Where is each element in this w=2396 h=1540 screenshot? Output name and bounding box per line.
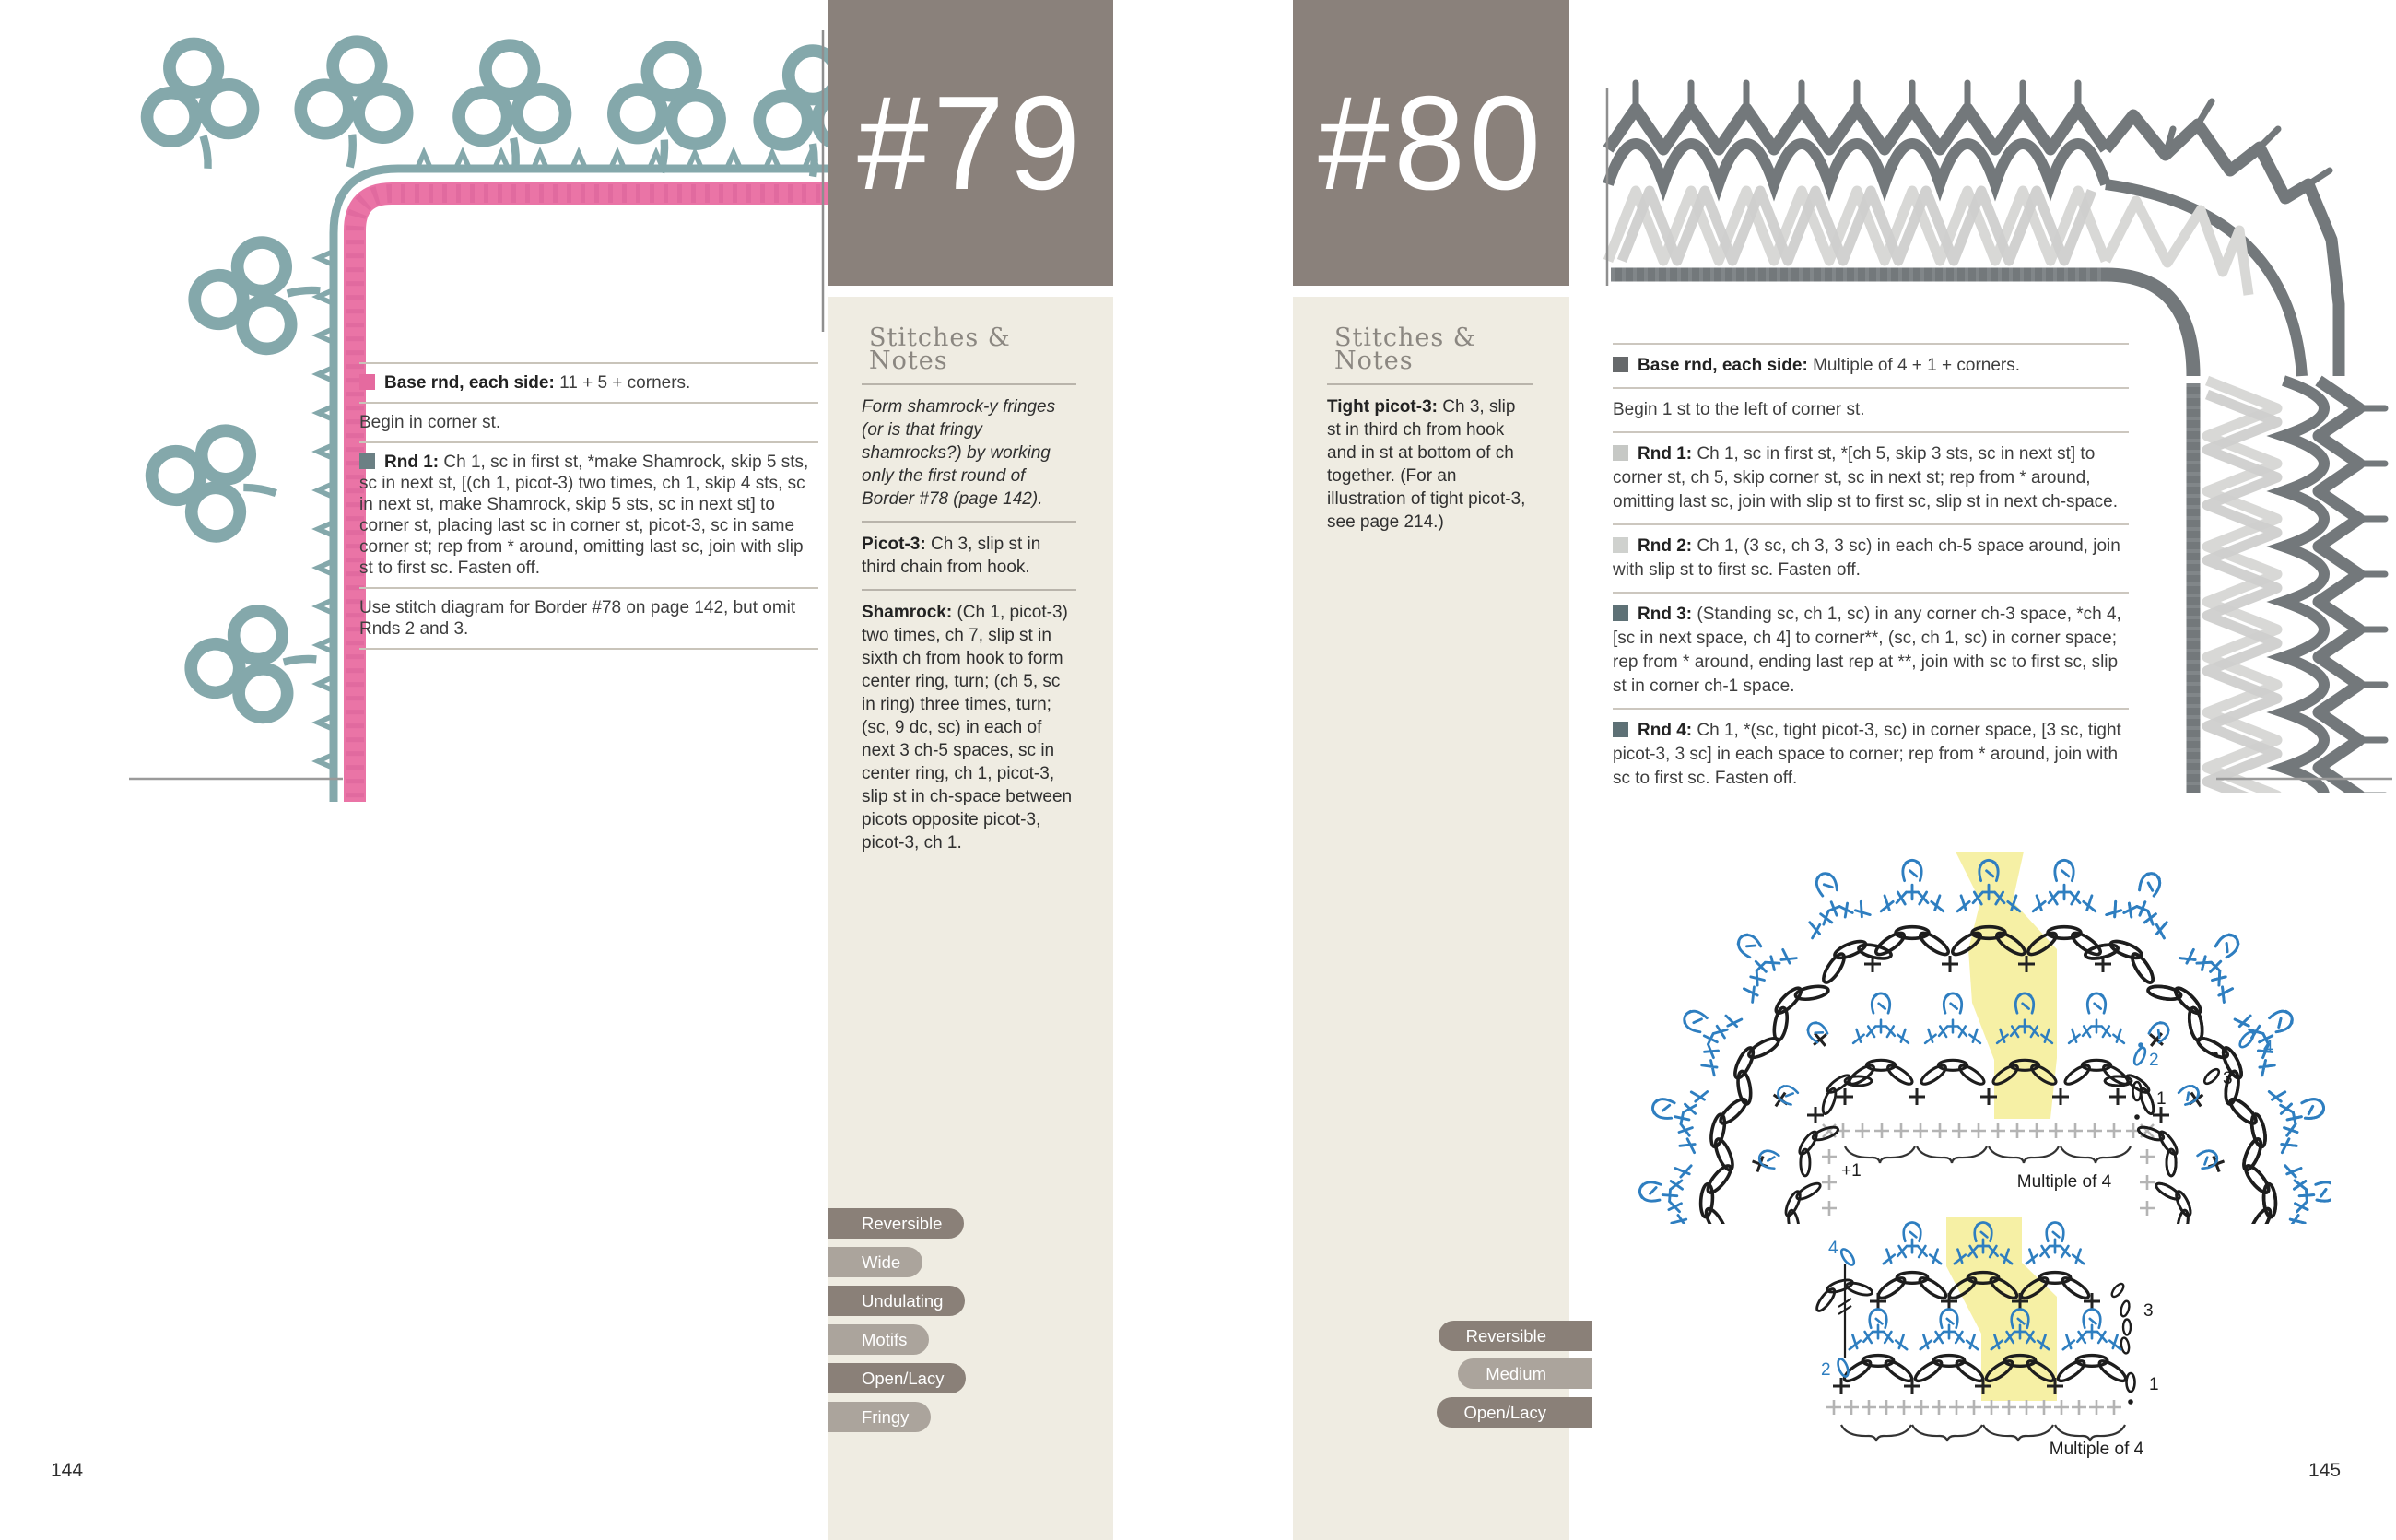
rnd1-line: Rnd 1: Ch 1, sc in first st, *make Shamrock, skip 5 sts, sc in next st, [(ch 1, picot-3) two times, ch 1, skip 4 sts, sc in next st, make Shamrock, skip 5 sts, sc in next st] to corner st, placing last sc in corner st, picot-3, sc in same corner st; rep from * around, omitting last sc, join with slip st to first sc. Fasten off. bbox=[359, 453, 809, 578]
round-2-label: 2 bbox=[2149, 1051, 2159, 1070]
round-3-label: 3 bbox=[2223, 1069, 2233, 1088]
intro-note: Form shamrock-y fringes (or is that fringy shamrocks?) by working only the first round of Border #78 (page 142). bbox=[862, 397, 1056, 509]
row-2-label: 2 bbox=[1821, 1360, 1831, 1380]
border-80-instructions bbox=[1613, 334, 2129, 797]
divider bbox=[1327, 383, 1533, 385]
tag-reversible: Reversible bbox=[1439, 1321, 1592, 1351]
border-79-number-block bbox=[828, 0, 1113, 286]
border-number: #80 bbox=[1317, 67, 1545, 217]
divider bbox=[1613, 523, 2129, 525]
divider bbox=[359, 648, 818, 650]
row-4-label: 4 bbox=[1828, 1239, 1838, 1258]
page-number-left: 144 bbox=[51, 1460, 84, 1481]
divider bbox=[359, 362, 818, 364]
dark-gray-yarn-swatch-icon bbox=[1613, 357, 1628, 372]
base-round-line: Base rnd, each side: 11 + 5 + corners. bbox=[359, 372, 818, 394]
tag-wide: Wide bbox=[828, 1247, 922, 1277]
divider bbox=[862, 589, 1076, 591]
multiple-label: Multiple of 4 bbox=[2016, 1172, 2112, 1192]
lace-corner bbox=[2106, 101, 2339, 376]
divider bbox=[359, 402, 818, 404]
divider bbox=[1613, 431, 2129, 433]
divider bbox=[359, 441, 818, 443]
divider bbox=[359, 587, 818, 589]
border-80-number-block bbox=[1293, 0, 1569, 286]
flat-stitch-diagram bbox=[1806, 1209, 2212, 1495]
tight-picot-definition: Tight picot-3: Ch 3, slip st in third ch from hook and in st at bottom of ch together. (For an illustration of tight picot-3, see page 214.) bbox=[1327, 397, 1526, 532]
base-round-line: Base rnd, each side: Multiple of 4 + 1 + corners. bbox=[1613, 354, 2129, 378]
tag-open-lacy: Open/Lacy bbox=[828, 1363, 966, 1393]
border-80-notes-panel bbox=[1293, 297, 1569, 1540]
section-title: Stitches & Notes bbox=[1334, 323, 1476, 375]
section-title: Stitches & Notes bbox=[869, 323, 1011, 375]
round-1-label: 1 bbox=[2156, 1089, 2167, 1109]
corner-stitch-diagram bbox=[1631, 809, 2331, 1224]
tag-medium: Medium bbox=[1458, 1358, 1592, 1389]
divider bbox=[862, 383, 1076, 385]
picot-definition: Picot-3: Ch 3, slip st in third chain from hook. bbox=[862, 535, 1041, 577]
tag-reversible: Reversible bbox=[828, 1208, 964, 1239]
rnd1-line: Rnd 1: Ch 1, sc in first st, *[ch 5, skip 3 sts, sc in next st] to corner st, ch 5, skip corner st, sc in next st; rep from * around, omitting last sc, join with slip st to first sc, slip st in next ch-space. bbox=[1613, 444, 2119, 511]
tag-motifs: Motifs bbox=[828, 1324, 929, 1355]
shamrock-definition: Shamrock: (Ch 1, picot-3) two times, ch 7, slip st in sixth ch from hook to form center ring, turn; (ch 5, sc in ring) three times, turn; (sc, 9 dc, sc) in each of next 3 ch-5 spaces, sc in center ring, ch 1, picot-3, slip st in ch-space between picots opposite picot-3, picot-3, ch 1. bbox=[862, 603, 1073, 852]
light-gray-yarn-swatch-icon bbox=[1613, 537, 1628, 553]
row-3-label: 3 bbox=[2143, 1301, 2154, 1321]
begin-line: Begin in corner st. bbox=[359, 413, 501, 432]
rnd2-line: Rnd 2: Ch 1, (3 sc, ch 3, 3 sc) in each ch-5 space around, join with slip st to first sc. Fasten off. bbox=[1613, 536, 2120, 580]
tag-undulating: Undulating bbox=[828, 1286, 965, 1316]
divider bbox=[1613, 343, 2129, 345]
pink-yarn-swatch-icon bbox=[359, 374, 375, 390]
round-4-label: 4 bbox=[2263, 1038, 2273, 1057]
begin-line: Begin 1 st to the left of corner st. bbox=[1613, 400, 1865, 419]
gray-lace-band-vertical bbox=[2193, 381, 2385, 793]
teal-gray-yarn-swatch-icon bbox=[1613, 722, 1628, 737]
divider bbox=[1613, 387, 2129, 389]
gray-lace-band-horizontal bbox=[1608, 83, 2106, 275]
plus-one-label: +1 bbox=[1841, 1161, 1862, 1181]
light-gray-yarn-swatch-icon bbox=[1613, 445, 1628, 461]
row-edge-line bbox=[1838, 1264, 1851, 1358]
border-80-column bbox=[1293, 0, 1569, 1540]
border-79-column bbox=[828, 0, 1113, 1540]
border-79-instructions bbox=[359, 354, 818, 658]
rnd4-line: Rnd 4: Ch 1, *(sc, tight picot-3, sc) in corner space, [3 sc, tight picot-3, 3 sc] in each space to corner; rep from * around, join with sc to first sc. Fasten off. bbox=[1613, 721, 2121, 788]
tag-open-lacy: Open/Lacy bbox=[1437, 1397, 1592, 1428]
page-number-right: 145 bbox=[2308, 1460, 2342, 1481]
row-1-label: 1 bbox=[2149, 1375, 2159, 1394]
divider bbox=[1613, 708, 2129, 710]
diagram-note: Use stitch diagram for Border #78 on page 142, but omit Rnds 2 and 3. bbox=[359, 598, 796, 639]
teal-yarn-swatch-icon bbox=[359, 453, 375, 469]
multiple-label: Multiple of 4 bbox=[2049, 1440, 2144, 1459]
tag-fringy: Fringy bbox=[828, 1402, 931, 1432]
divider bbox=[862, 521, 1076, 523]
rnd3-line: Rnd 3: (Standing sc, ch 1, sc) in any corner ch-3 space, *ch 4, [sc in next space, ch 4] to corner**, (sc, ch 1, sc) in corner space; rep from * around, ending last rep at **, join with sc to first sc, slip st in corner ch-1 space. bbox=[1613, 605, 2121, 696]
teal-gray-yarn-swatch-icon bbox=[1613, 605, 1628, 621]
border-number: #79 bbox=[856, 67, 1085, 217]
divider bbox=[1613, 592, 2129, 594]
